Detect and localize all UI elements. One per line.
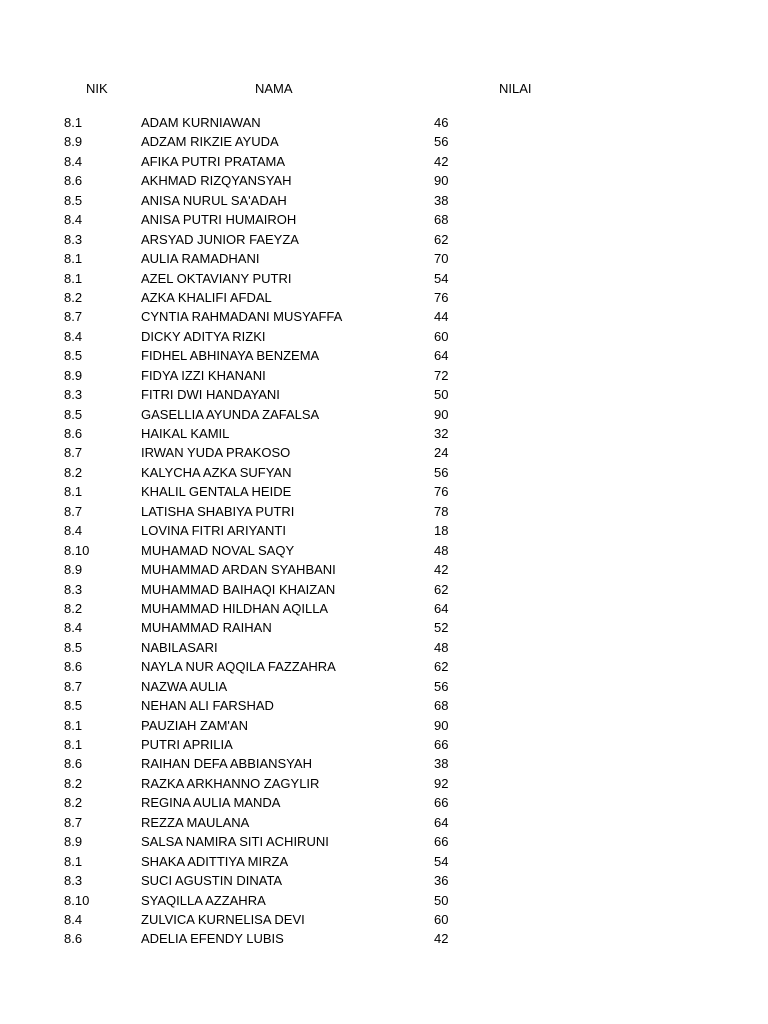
cell-nilai: 62 — [434, 659, 449, 675]
cell-nama: NABILASARI — [141, 639, 218, 655]
cell-nilai: 38 — [434, 192, 449, 208]
table-row — [0, 269, 768, 288]
cell-nama: SHAKA ADITTIYA MIRZA — [141, 853, 289, 869]
cell-nama: DICKY ADITYA RIZKI — [141, 328, 266, 344]
table-row — [0, 191, 768, 210]
table-row — [0, 405, 768, 424]
cell-nama: SYAQILLA AZZAHRA — [141, 892, 266, 908]
cell-nama: MUHAMAD NOVAL SAQY — [141, 542, 295, 558]
cell-nilai: 90 — [434, 173, 449, 189]
cell-nilai: 32 — [434, 426, 449, 441]
cell-nama: AKHMAD RIZQYANSYAH — [141, 173, 292, 189]
cell-nik: 8.1 — [64, 717, 83, 733]
cell-nilai: 56 — [434, 678, 449, 694]
cell-nama: PUTRI APRILIA — [141, 737, 233, 752]
cell-nilai: 90 — [434, 717, 449, 733]
cell-nik: 8.3 — [64, 873, 83, 889]
cell-nilai: 56 — [434, 134, 449, 150]
cell-nama: MUHAMMAD BAIHAQI KHAIZAN — [141, 581, 336, 597]
cell-nama: HAIKAL KAMIL — [141, 426, 230, 441]
cell-nik: 8.5 — [64, 348, 83, 364]
cell-nik: 8.6 — [64, 426, 83, 441]
cell-nik: 8.6 — [64, 756, 83, 772]
cell-nama: KALYCHA AZKA SUFYAN — [141, 464, 292, 480]
cell-nama: SALSA NAMIRA SITI ACHIRUNI — [141, 834, 329, 850]
cell-nilai: 50 — [434, 892, 449, 908]
cell-nilai: 42 — [434, 562, 449, 578]
cell-nik: 8.9 — [64, 134, 83, 150]
table-row — [0, 560, 768, 579]
cell-nama: MUHAMMAD ARDAN SYAHBANI — [141, 562, 336, 578]
cell-nilai: 44 — [434, 309, 449, 325]
cell-nik: 8.6 — [64, 173, 83, 189]
table-row — [0, 482, 768, 501]
cell-nik: 8.9 — [64, 562, 83, 578]
cell-nilai: 64 — [434, 814, 449, 830]
cell-nik: 8.2 — [64, 289, 83, 305]
cell-nik: 8.10 — [64, 892, 90, 908]
cell-nik: 8.4 — [64, 620, 83, 636]
cell-nama: AZKA KHALIFI AFDAL — [141, 289, 272, 305]
cell-nik: 8.9 — [64, 834, 83, 850]
cell-nilai: 54 — [434, 853, 449, 869]
cell-nama: ARSYAD JUNIOR FAEYZA — [141, 231, 299, 247]
table-header — [0, 81, 768, 99]
cell-nilai: 60 — [434, 911, 449, 927]
table-row — [0, 696, 768, 715]
cell-nilai: 50 — [434, 387, 449, 403]
cell-nilai: 60 — [434, 328, 449, 344]
cell-nik: 8.4 — [64, 212, 83, 228]
table-row — [0, 132, 768, 151]
cell-nik: 8.2 — [64, 775, 83, 791]
cell-nama: ANISA NURUL SA'ADAH — [141, 192, 287, 208]
cell-nik: 8.1 — [64, 737, 83, 752]
table-row — [0, 113, 768, 132]
cell-nilai: 64 — [434, 348, 449, 364]
cell-nama: RAIHAN DEFA ABBIANSYAH — [141, 756, 312, 772]
cell-nama: ADZAM RIKZIE AYUDA — [141, 134, 279, 150]
table-row — [0, 599, 768, 618]
table-row — [0, 929, 768, 948]
cell-nama: REGINA AULIA MANDA — [141, 795, 281, 811]
table-row — [0, 832, 768, 851]
cell-nama: AFIKA PUTRI PRATAMA — [141, 153, 285, 169]
table-row — [0, 793, 768, 812]
table-row — [0, 443, 768, 462]
cell-nik: 8.1 — [64, 115, 83, 130]
table-row — [0, 871, 768, 890]
table-row — [0, 638, 768, 657]
table-row — [0, 754, 768, 773]
table-row — [0, 346, 768, 365]
cell-nik: 8.2 — [64, 600, 83, 616]
cell-nilai: 92 — [434, 775, 449, 791]
table-row — [0, 891, 768, 910]
cell-nik: 8.7 — [64, 814, 83, 830]
cell-nik: 8.6 — [64, 931, 83, 947]
cell-nama: ANISA PUTRI HUMAIROH — [141, 212, 297, 228]
cell-nama: LATISHA SHABIYA PUTRI — [141, 503, 295, 519]
cell-nama: NAZWA AULIA — [141, 678, 228, 694]
cell-nik: 8.5 — [64, 639, 83, 655]
cell-nama: GASELLIA AYUNDA ZAFALSA — [141, 406, 320, 422]
cell-nilai: 78 — [434, 503, 449, 519]
cell-nilai: 68 — [434, 698, 449, 714]
table-row — [0, 813, 768, 832]
cell-nama: MUHAMMAD RAIHAN — [141, 620, 272, 636]
cell-nilai: 76 — [434, 484, 449, 500]
table-row — [0, 618, 768, 637]
cell-nilai: 68 — [434, 212, 449, 228]
cell-nilai: 42 — [434, 931, 449, 947]
cell-nilai: 54 — [434, 270, 449, 286]
cell-nilai: 64 — [434, 600, 449, 616]
cell-nik: 8.10 — [64, 542, 90, 558]
cell-nama: LOVINA FITRI ARIYANTI — [141, 523, 286, 539]
cell-nama: PAUZIAH ZAM'AN — [141, 717, 248, 733]
cell-nilai: 18 — [434, 523, 449, 539]
cell-nilai: 62 — [434, 231, 449, 247]
cell-nilai: 48 — [434, 542, 449, 558]
table-row — [0, 657, 768, 676]
table-row — [0, 521, 768, 540]
table-row — [0, 580, 768, 599]
cell-nilai: 46 — [434, 115, 449, 130]
cell-nik: 8.7 — [64, 503, 83, 519]
cell-nik: 8.4 — [64, 911, 83, 927]
header-nilai: NILAI — [499, 81, 532, 96]
cell-nik: 8.1 — [64, 270, 83, 286]
cell-nama: RAZKA ARKHANNO ZAGYLIR — [141, 775, 320, 791]
cell-nama: AZEL OKTAVIANY PUTRI — [141, 270, 292, 286]
cell-nik: 8.5 — [64, 192, 83, 208]
cell-nik: 8.7 — [64, 445, 83, 461]
cell-nik: 8.3 — [64, 387, 83, 403]
table-row — [0, 385, 768, 404]
cell-nik: 8.3 — [64, 581, 83, 597]
cell-nilai: 72 — [434, 367, 449, 383]
table-row — [0, 910, 768, 929]
student-list — [0, 113, 768, 949]
cell-nilai: 38 — [434, 756, 449, 772]
cell-nilai: 42 — [434, 153, 449, 169]
table-row — [0, 852, 768, 871]
table-row — [0, 171, 768, 190]
cell-nama: AULIA RAMADHANI — [141, 251, 260, 267]
cell-nilai: 36 — [434, 873, 449, 889]
table-row — [0, 249, 768, 268]
cell-nilai: 24 — [434, 445, 449, 461]
cell-nilai: 48 — [434, 639, 449, 655]
cell-nama: SUCI AGUSTIN DINATA — [141, 873, 283, 889]
cell-nilai: 90 — [434, 406, 449, 422]
cell-nilai: 52 — [434, 620, 449, 636]
cell-nik: 8.7 — [64, 309, 83, 325]
cell-nama: KHALIL GENTALA HEIDE — [141, 484, 292, 500]
table-row — [0, 366, 768, 385]
table-row — [0, 541, 768, 560]
cell-nik: 8.9 — [64, 367, 83, 383]
cell-nik: 8.5 — [64, 698, 83, 714]
cell-nilai: 66 — [434, 795, 449, 811]
table-row — [0, 677, 768, 696]
cell-nik: 8.6 — [64, 659, 83, 675]
cell-nilai: 66 — [434, 834, 449, 850]
table-row — [0, 307, 768, 326]
table-row — [0, 288, 768, 307]
cell-nik: 8.7 — [64, 678, 83, 694]
cell-nama: IRWAN YUDA PRAKOSO — [141, 445, 291, 461]
table-row — [0, 502, 768, 521]
table-row — [0, 463, 768, 482]
cell-nilai: 76 — [434, 289, 449, 305]
cell-nama: FIDYA IZZI KHANANI — [141, 367, 266, 383]
cell-nik: 8.5 — [64, 406, 83, 422]
cell-nik: 8.4 — [64, 153, 83, 169]
cell-nama: ADAM KURNIAWAN — [141, 115, 261, 130]
cell-nilai: 62 — [434, 581, 449, 597]
cell-nik: 8.1 — [64, 251, 83, 267]
cell-nama: ZULVICA KURNELISA DEVI — [141, 911, 305, 927]
table-row — [0, 424, 768, 443]
cell-nik: 8.1 — [64, 853, 83, 869]
table-row — [0, 735, 768, 754]
table-row — [0, 210, 768, 229]
cell-nama: NAYLA NUR AQQILA FAZZAHRA — [141, 659, 336, 675]
header-nik: NIK — [86, 81, 108, 96]
table-row — [0, 774, 768, 793]
cell-nik: 8.4 — [64, 523, 83, 539]
cell-nik: 8.1 — [64, 484, 83, 500]
cell-nik: 8.2 — [64, 464, 83, 480]
cell-nama: FITRI DWI HANDAYANI — [141, 387, 280, 403]
cell-nama: CYNTIA RAHMADANI MUSYAFFA — [141, 309, 343, 325]
cell-nilai: 66 — [434, 737, 449, 752]
table-row — [0, 327, 768, 346]
cell-nik: 8.3 — [64, 231, 83, 247]
table-row — [0, 230, 768, 249]
table-row — [0, 152, 768, 171]
header-nama: NAMA — [255, 81, 293, 96]
cell-nama: ADELIA EFENDY LUBIS — [141, 931, 284, 947]
cell-nilai: 70 — [434, 251, 449, 267]
cell-nama: FIDHEL ABHINAYA BENZEMA — [141, 348, 320, 364]
table-row — [0, 716, 768, 735]
cell-nilai: 56 — [434, 464, 449, 480]
cell-nama: MUHAMMAD HILDHAN AQILLA — [141, 600, 329, 616]
cell-nik: 8.4 — [64, 328, 83, 344]
cell-nama: NEHAN ALI FARSHAD — [141, 698, 274, 714]
cell-nik: 8.2 — [64, 795, 83, 811]
cell-nama: REZZA MAULANA — [141, 814, 250, 830]
